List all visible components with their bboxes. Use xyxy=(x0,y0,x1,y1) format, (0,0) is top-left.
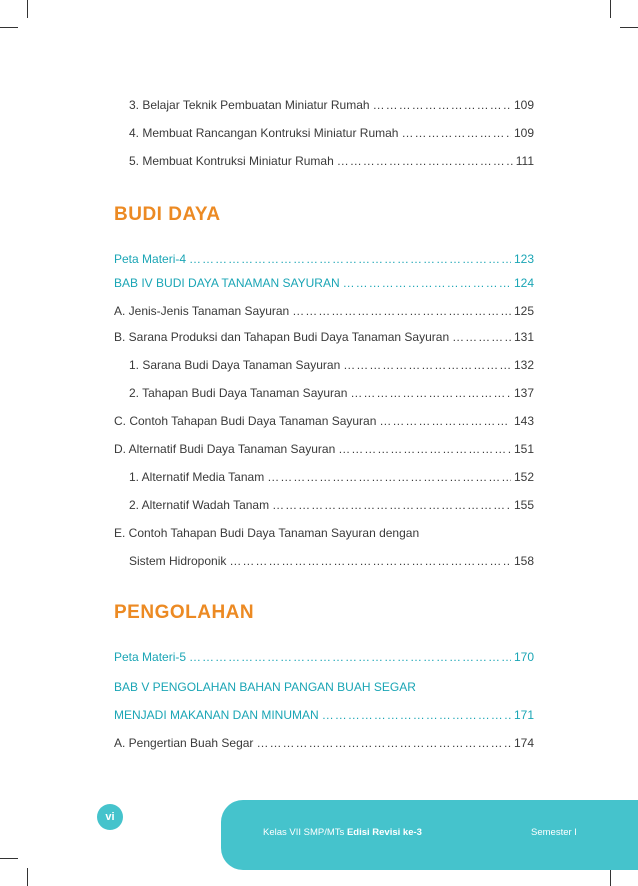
toc-entry[interactable] xyxy=(114,300,534,318)
footer-book-plain: Kelas VII SMP/MTs xyxy=(263,827,347,838)
toc-entry-page: 132 xyxy=(513,358,534,372)
toc-entry[interactable] xyxy=(114,522,534,540)
toc-entry[interactable] xyxy=(114,326,534,344)
toc-entry[interactable] xyxy=(129,122,534,140)
toc-entry-label: E. Contoh Tahapan Budi Daya Tanaman Sayuran dengan xyxy=(114,526,420,540)
toc-entry-label: C. Contoh Tahapan Budi Daya Tanaman Sayuran xyxy=(114,414,377,428)
toc-entry-label: Peta Materi-5 xyxy=(114,650,187,664)
toc-entry-label: D. Alternatif Budi Daya Tanaman Sayuran xyxy=(114,442,336,456)
toc-entry[interactable] xyxy=(114,410,534,428)
toc-entry[interactable] xyxy=(114,676,534,694)
toc-entry[interactable] xyxy=(129,494,534,512)
toc-entry[interactable] xyxy=(114,646,534,664)
toc-entry[interactable] xyxy=(114,732,534,750)
toc-entry[interactable] xyxy=(129,382,534,400)
toc-entry-page: 109 xyxy=(513,98,534,112)
toc-entry[interactable] xyxy=(129,94,534,112)
toc-entry-page: 152 xyxy=(513,470,534,484)
toc-entry[interactable] xyxy=(129,550,534,568)
toc-entry-label: 1. Sarana Budi Daya Tanaman Sayuran xyxy=(129,358,341,372)
crop-mark xyxy=(610,0,611,18)
toc-entry-page: 123 xyxy=(513,252,534,266)
crop-mark xyxy=(27,868,28,886)
toc-entry-label: 1. Alternatif Media Tanam xyxy=(129,470,265,484)
toc-entry[interactable] xyxy=(114,248,534,266)
toc-entry-page: 125 xyxy=(513,304,534,318)
toc-entry[interactable] xyxy=(114,704,534,722)
page-number-badge: vi xyxy=(97,804,123,830)
toc-entry-label: Sistem Hidroponik xyxy=(129,554,227,568)
toc-entry-page: 174 xyxy=(513,736,534,750)
crop-mark xyxy=(27,0,28,18)
footer-semester: Semester I xyxy=(531,827,577,838)
toc-entry[interactable] xyxy=(114,438,534,456)
toc-entry[interactable] xyxy=(129,466,534,484)
toc-entry[interactable] xyxy=(129,354,534,372)
toc-entry-page: 155 xyxy=(513,498,534,512)
toc-entry[interactable] xyxy=(114,272,534,290)
toc-entry-page: 124 xyxy=(513,276,534,290)
crop-mark xyxy=(610,868,611,886)
toc-entry-page: 131 xyxy=(513,330,534,344)
toc-entry-page: 151 xyxy=(513,442,534,456)
toc-entry-label: 3. Belajar Teknik Pembuatan Miniatur Rumah xyxy=(129,98,370,112)
toc-entry-label: 5. Membuat Kontruksi Miniatur Rumah xyxy=(129,154,334,168)
toc-entry-page: 143 xyxy=(513,414,534,428)
toc-entry[interactable] xyxy=(129,150,534,168)
toc-entry-label: BAB IV BUDI DAYA TANAMAN SAYURAN xyxy=(114,276,340,290)
section-heading-budidaya: BUDI DAYA xyxy=(114,204,221,225)
crop-mark xyxy=(0,858,18,859)
toc-entry-page: 158 xyxy=(513,554,534,568)
toc-entry-label: BAB V PENGOLAHAN BAHAN PANGAN BUAH SEGAR xyxy=(114,680,416,694)
footer-book-title xyxy=(263,827,422,838)
toc-entry-label: MENJADI MAKANAN DAN MINUMAN xyxy=(114,708,319,722)
toc-entry-page: 171 xyxy=(513,708,534,722)
toc-entry-page: 111 xyxy=(515,154,534,168)
toc-entry-page: 137 xyxy=(513,386,534,400)
toc-entry-label: 4. Membuat Rancangan Kontruksi Miniatur Rumah xyxy=(129,126,399,140)
toc-entry-label: Peta Materi-4 xyxy=(114,252,187,266)
toc-entry-label: A. Pengertian Buah Segar xyxy=(114,736,254,750)
toc-entry-label: A. Jenis-Jenis Tanaman Sayuran xyxy=(114,304,290,318)
section-heading-pengolahan: PENGOLAHAN xyxy=(114,602,255,623)
toc-entry-page: 109 xyxy=(513,126,534,140)
crop-mark xyxy=(620,27,638,28)
toc-entry-page: 170 xyxy=(513,650,534,664)
toc-entry-label: 2. Tahapan Budi Daya Tanaman Sayuran xyxy=(129,386,348,400)
crop-mark xyxy=(0,27,18,28)
footer-book-edition: Edisi Revisi ke-3 xyxy=(346,827,422,838)
toc-entry-label: B. Sarana Produksi dan Tahapan Budi Daya Tanaman Sayuran xyxy=(114,330,450,344)
toc-entry-label: 2. Alternatif Wadah Tanam xyxy=(129,498,270,512)
